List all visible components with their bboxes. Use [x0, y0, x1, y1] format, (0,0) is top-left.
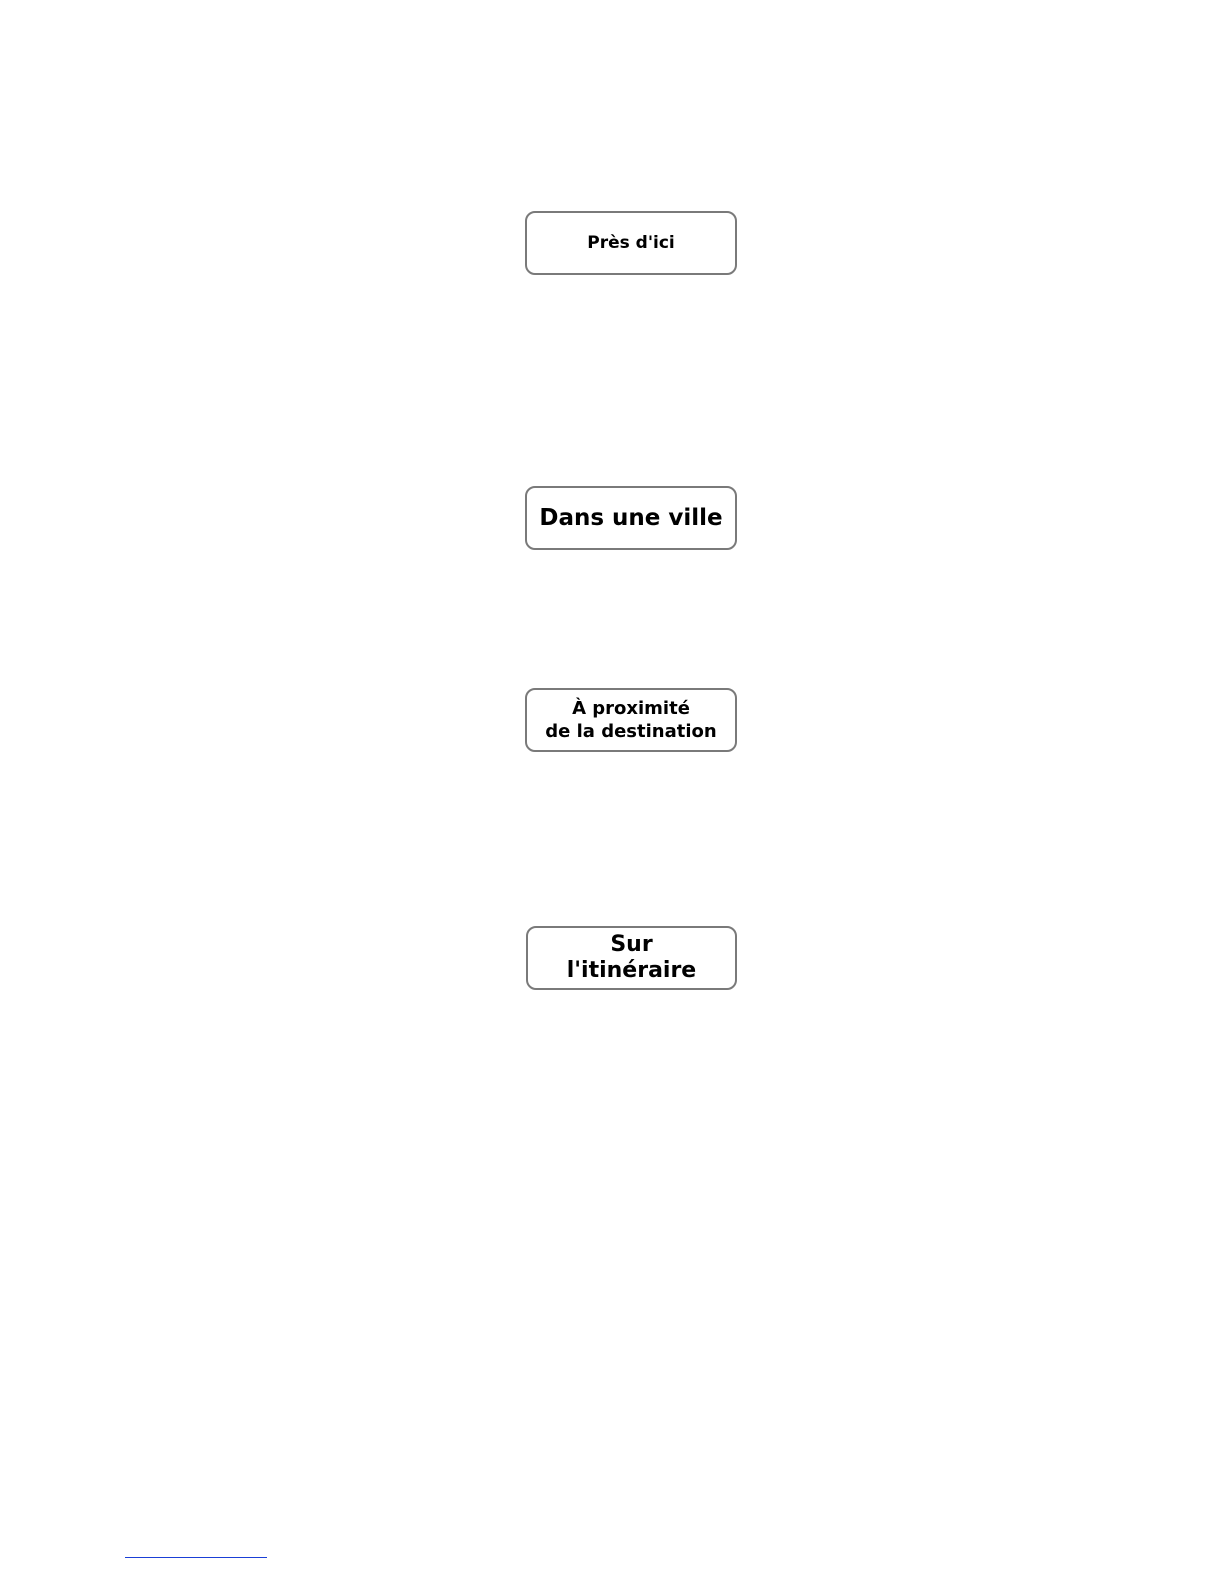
near-destination-label — [545, 697, 716, 743]
near-destination-button[interactable] — [525, 688, 737, 752]
in-a-city-button[interactable] — [525, 486, 737, 550]
on-route-label — [567, 932, 696, 984]
near-here-label: Près d'ici — [587, 233, 675, 253]
footnote-separator — [125, 1557, 267, 1558]
near-here-button[interactable] — [525, 211, 737, 275]
on-route-button[interactable] — [526, 926, 737, 990]
near-destination-label-line2: de la destination — [545, 721, 717, 742]
on-route-label-line2: l'itinéraire — [566, 958, 697, 983]
in-a-city-label: Dans une ville — [539, 505, 723, 531]
near-destination-label-line1: À proximité — [572, 698, 690, 719]
on-route-label-line1: Sur — [610, 932, 653, 957]
